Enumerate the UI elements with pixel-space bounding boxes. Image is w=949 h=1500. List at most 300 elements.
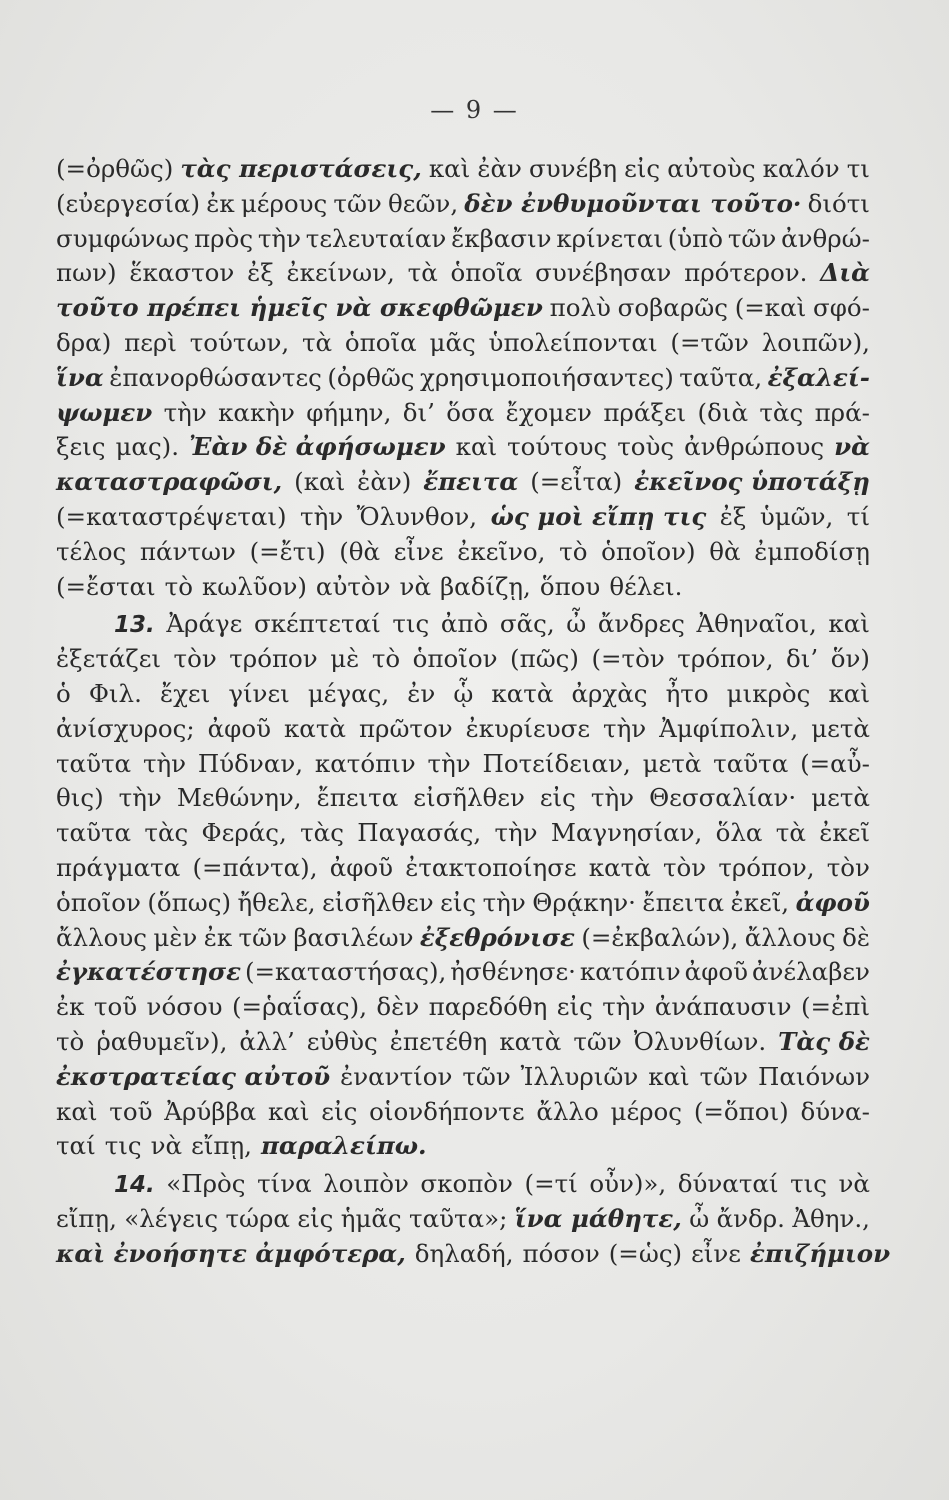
text-line	[56, 677, 870, 712]
word: τὰς	[759, 397, 804, 427]
word: ἄλλο	[536, 1096, 599, 1126]
word: τις	[104, 1131, 142, 1161]
word: τὰς	[300, 818, 344, 848]
text-line	[56, 747, 870, 782]
word: κακὴν	[218, 397, 295, 427]
word: τῶν	[573, 1026, 622, 1056]
word: τὴν	[590, 783, 635, 813]
word: μετὰ	[642, 748, 702, 778]
word: ἐξ	[247, 258, 274, 288]
word: ὦ	[689, 1203, 710, 1233]
word: εἰς	[539, 783, 576, 813]
word: τὴν	[482, 887, 526, 917]
word: ὅν)	[830, 644, 870, 674]
word: ταῦτα,	[679, 362, 763, 392]
word: ταῦτα»;	[409, 1203, 508, 1233]
word: συνέβησαν	[535, 258, 672, 288]
word: τὴν	[118, 783, 162, 813]
word: τρόπον,	[677, 644, 774, 674]
word: ἀρχὰς	[571, 678, 648, 708]
text-line	[56, 1129, 870, 1164]
word: (=ὅποι)	[693, 1096, 789, 1126]
word: ἔχει	[159, 678, 211, 708]
word: ἐξετάζει	[56, 644, 162, 674]
word: καὶ	[828, 678, 870, 708]
word: τὰ	[775, 818, 806, 848]
word: καὶ	[455, 432, 498, 462]
word: τὸ	[56, 1026, 85, 1056]
text-line	[56, 152, 870, 187]
word: δύναταί	[677, 1169, 779, 1199]
word: σοβαρῶς	[617, 293, 728, 323]
word: ἄλλους	[744, 922, 836, 952]
word: ἐπετέθη	[389, 1026, 488, 1056]
word: ὅπου	[539, 571, 601, 601]
word: μέγας,	[307, 678, 390, 708]
word: πρά-	[814, 397, 870, 427]
word: (ὅπως)	[147, 887, 231, 917]
word: πρὸς	[194, 223, 254, 253]
word: ἤθελε,	[237, 887, 316, 917]
text-line	[56, 570, 870, 605]
emphasized-text: παραλείπω.	[260, 1131, 427, 1161]
word: οἱονδήποντε	[369, 1096, 525, 1126]
word: σκοπὸν	[420, 1169, 513, 1199]
word: Ἀρύββα	[164, 1096, 257, 1126]
word: κατὰ	[588, 852, 651, 882]
word: τούτων,	[189, 327, 290, 357]
word: τὰ	[407, 258, 438, 288]
word: εἴπῃ,	[56, 1203, 117, 1233]
word: τις	[790, 1169, 827, 1199]
word: Ἀμφίπολιν,	[659, 713, 799, 743]
emphasized-text: Διὰ	[820, 258, 870, 288]
word: Ἀθην.,	[792, 1203, 870, 1233]
word: Θρᾴκην·	[532, 887, 636, 917]
word: ἐκυρίευσε	[465, 713, 591, 743]
word: τὴν	[142, 748, 187, 778]
word: (=καὶ	[734, 293, 807, 323]
word: παρεδόθη	[428, 992, 548, 1022]
word: (ὀρθῶς	[327, 362, 415, 392]
word: Παγασάς,	[357, 818, 482, 848]
word: καὶ	[648, 1061, 690, 1091]
word: ᾧ	[453, 678, 474, 708]
word: τοῦ	[93, 992, 138, 1022]
word: τὸ	[164, 571, 193, 601]
word: ἐν	[407, 678, 436, 708]
emphasized-text: καταστραφῶσι,	[56, 467, 283, 497]
word: ταῦτα	[56, 818, 132, 848]
word: ταί	[56, 1131, 96, 1161]
text-line	[56, 1060, 870, 1095]
word: Ποτείδειαν,	[482, 748, 631, 778]
word: ἐμποδίσῃ	[754, 536, 870, 566]
word: θις)	[56, 783, 104, 813]
word: πάντων	[139, 536, 236, 566]
word: τῶν	[333, 188, 382, 218]
word: μὲ	[330, 644, 360, 674]
word: πρῶτον	[358, 713, 453, 743]
word: χρησιμοποιήσαντες)	[420, 362, 674, 392]
word: τὸ	[371, 644, 401, 674]
word: εἰς	[321, 1096, 358, 1126]
emphasized-text: ἐξαλεί-	[767, 362, 870, 392]
word: τὴν	[603, 713, 647, 743]
text-line	[56, 1237, 891, 1272]
text-line	[56, 465, 870, 500]
word: νόσου	[146, 992, 223, 1022]
word: λοιπὸν	[323, 1169, 409, 1199]
word: τῶν	[238, 922, 287, 952]
text-line	[56, 816, 870, 851]
word: ἐκ	[56, 992, 85, 1022]
word: εἰσῆλθεν	[322, 887, 434, 917]
word: ταῦτα	[713, 748, 789, 778]
word: ὑπολείπονται	[488, 327, 658, 357]
text-line	[56, 535, 870, 570]
word: τὴν	[257, 223, 301, 253]
word: πολὺ	[549, 293, 611, 323]
word: ἐκεῖνο,	[457, 536, 546, 566]
word: μετὰ	[811, 713, 870, 743]
word: καὶ	[56, 1096, 98, 1126]
word: ὁποῖα	[344, 327, 417, 357]
word: ἔκβασιν	[451, 223, 552, 253]
word: (=ὀρθῶς)	[56, 154, 174, 183]
word: (=ἔτι)	[249, 536, 326, 566]
word: πράξει	[603, 397, 687, 427]
word: (=ἐπὶ	[801, 992, 870, 1022]
word: ἀφοῦ	[329, 852, 394, 882]
emphasized-text: ἵνα	[56, 362, 104, 392]
word: (διὰ	[697, 397, 748, 427]
emphasized-text: ἐγκατέστησε	[56, 957, 241, 987]
word: ὁποῖα	[450, 258, 523, 288]
word: Ἀράγε	[166, 609, 243, 639]
word: ἐτακτοποίησε	[405, 852, 577, 882]
word: (=αὖ-	[800, 748, 870, 778]
word: Μαγνησίαν,	[550, 818, 703, 848]
word: ταῦτα	[56, 748, 132, 778]
word: μᾶς	[429, 327, 476, 357]
emphasized-text: ἔπειτα	[423, 467, 519, 497]
word: (καὶ	[294, 467, 346, 497]
word: ὁποῖον)	[601, 536, 696, 566]
emphasized-text: ὡς μοὶ εἴπῃ τις	[490, 501, 707, 531]
word: τῶν	[699, 1061, 749, 1091]
word: νὰ	[399, 571, 431, 601]
word: κατὰ	[283, 713, 346, 743]
word: ῥαθυμεῖν),	[96, 1026, 228, 1056]
emphasized-text: ἐκστρατείας αὐτοῦ	[56, 1061, 331, 1091]
word: τέλος	[56, 536, 127, 566]
word: θεῶν,	[388, 188, 459, 218]
emphasized-text: τοῦτο πρέπει ἡμεῖς νὰ σκεφθῶμεν	[56, 293, 543, 323]
word: τοὺς	[617, 432, 675, 462]
word: μέρος	[610, 1096, 683, 1126]
word: ἀνθρώπους	[684, 432, 825, 462]
word: τὸν	[826, 852, 870, 882]
word: λοιπῶν),	[761, 327, 870, 357]
word: (=ἐκβαλών),	[581, 922, 739, 952]
word: εἶνε	[393, 536, 444, 566]
emphasized-text: νὰ	[834, 432, 870, 462]
word: κατόπιν	[579, 957, 681, 987]
word: «λέγεις	[124, 1203, 219, 1233]
word: ἀπὸ	[440, 609, 489, 639]
text-line	[56, 222, 870, 257]
text-line	[56, 396, 870, 431]
word: (=ῥαΐσας),	[232, 992, 367, 1022]
word: εἰς	[556, 992, 593, 1022]
word: τι	[846, 154, 870, 183]
word: ἀφοῦ	[684, 957, 748, 987]
emphasized-text: ψωμεν	[56, 397, 153, 427]
word: τὸ	[559, 536, 588, 566]
word: δι’	[402, 397, 435, 427]
word: αὐτοὺς	[667, 154, 756, 183]
word: καὶ	[828, 609, 870, 639]
emphasized-text: ἐκεῖνος ὑποτάξῃ	[634, 467, 870, 497]
word: ἐκεῖ,	[730, 887, 790, 917]
word: τοῦ	[109, 1096, 153, 1126]
word: δηλαδή,	[414, 1238, 514, 1268]
word: (=καταστρέψεται)	[56, 501, 287, 531]
word: συμφώνως	[56, 223, 190, 253]
word: ἐκεῖ	[819, 818, 870, 848]
word: Παιόνων	[757, 1061, 870, 1091]
word: σφό-	[813, 293, 870, 323]
text-line	[56, 1167, 870, 1202]
text-line	[56, 712, 870, 747]
word: ἀνθρώ-	[781, 223, 870, 253]
word: Φιλ.	[88, 678, 142, 708]
emphasized-text: ἵνα μάθητε,	[514, 1203, 682, 1233]
word: τῶν	[727, 223, 777, 253]
word: τὸν	[173, 644, 217, 674]
word: ὁποῖον	[412, 644, 498, 674]
word: κατὰ	[499, 1026, 562, 1056]
word: (=τί	[524, 1169, 578, 1199]
word: Ὀλυνθίων.	[633, 1026, 767, 1056]
word: ἐξ	[719, 501, 747, 531]
word: ὁ	[56, 678, 71, 708]
word: τὴν	[300, 501, 344, 531]
word: καὶ	[428, 154, 471, 183]
word: θὰ	[709, 536, 741, 566]
word: ἄλλους	[56, 922, 147, 952]
word: κατὰ	[491, 678, 554, 708]
word: τῶν	[462, 1061, 511, 1091]
word: τί	[846, 501, 870, 531]
word: νὰ	[838, 1169, 870, 1199]
emphasized-text: τὰς περιστάσεις,	[180, 154, 422, 183]
word: περὶ	[124, 327, 177, 357]
word: συνέβη	[529, 154, 618, 183]
word: τὴν	[163, 397, 207, 427]
emphasized-text: δὲν ἐνθυμοῦνται τοῦτο·	[464, 188, 802, 218]
word: εὐθὺς	[306, 1026, 378, 1056]
section-number: 13.	[114, 612, 155, 639]
word: δὲ	[842, 922, 870, 952]
word: θέλει.	[609, 571, 683, 601]
word: σκέπτεταί	[253, 609, 381, 639]
word: αὐτὸν	[315, 571, 391, 601]
text-line	[56, 500, 870, 535]
word: εἰσῆλθεν	[413, 783, 525, 813]
word: ὁποῖον	[56, 887, 141, 917]
word: εἰς	[297, 1203, 334, 1233]
word: ἐὰν)	[357, 467, 412, 497]
word: τὰς	[144, 818, 189, 848]
word: μικρὸς	[726, 678, 811, 708]
word: τούτους	[507, 432, 608, 462]
word: βασιλέων	[293, 922, 414, 952]
emphasized-text: ἐπιζήμιον	[750, 1238, 891, 1268]
text-line	[56, 851, 870, 886]
word: Ἰλλυριῶν	[520, 1061, 639, 1091]
section-number: 14.	[114, 1172, 155, 1199]
emphasized-text: καὶ ἐνοήσητε ἀμφότερα,	[56, 1238, 406, 1268]
word: (=τῶν	[670, 327, 749, 357]
word: πράγματα	[56, 852, 181, 882]
word: ἔπειτα	[642, 887, 725, 917]
word: τρόπον	[229, 644, 318, 674]
word: ἐκείνων,	[286, 258, 395, 288]
word: ἐκ	[206, 188, 235, 218]
word: νὰ	[150, 1131, 183, 1161]
word: ἐναντίον	[340, 1061, 453, 1091]
word: (=ὡς)	[608, 1238, 683, 1268]
word: τώρα	[225, 1203, 290, 1233]
text-line	[56, 291, 870, 326]
word: δὲν	[376, 992, 420, 1022]
word: κρίνεται	[556, 223, 663, 253]
page-number: — 9 —	[430, 96, 519, 124]
word: ἠσθένησε·	[450, 957, 576, 987]
text-line	[56, 955, 870, 990]
word: εἰς	[624, 154, 661, 183]
word: Φεράς,	[201, 818, 287, 848]
word: ἄνδρες	[597, 609, 685, 639]
word: (εὐεργεσία)	[56, 188, 201, 218]
word: εἶνε	[691, 1238, 741, 1268]
word: δι’	[786, 644, 819, 674]
word: κωλῦον)	[201, 571, 307, 601]
word: «Πρὸς	[166, 1169, 246, 1199]
word: Μεθώνην,	[176, 783, 302, 813]
text-line	[56, 361, 870, 396]
word: τὴν	[602, 992, 646, 1022]
word: Θεσσαλίαν·	[649, 783, 797, 813]
word: τὴν	[494, 818, 538, 848]
word: φήμην,	[306, 397, 392, 427]
word: ἕκαστον	[129, 258, 235, 288]
word: ὅσα	[446, 397, 495, 427]
word: Ἀθηναῖοι,	[696, 609, 817, 639]
word: εἴπῃ,	[191, 1131, 252, 1161]
text-line	[56, 1095, 870, 1130]
word: ἀνέλαβεν	[751, 957, 870, 987]
word: τρόπον,	[718, 852, 815, 882]
word: ἀνάπαυσιν	[654, 992, 792, 1022]
body-text	[56, 152, 891, 1272]
word: (=καταστήσας),	[244, 957, 447, 987]
word: εἰς	[440, 887, 477, 917]
word: (θὰ	[339, 536, 381, 566]
word: ἡμᾶς	[340, 1203, 402, 1233]
text-line	[56, 326, 870, 361]
text-line	[56, 607, 870, 642]
text-line	[56, 187, 870, 222]
word: ἔχομεν	[505, 397, 592, 427]
emphasized-text: Ἐὰν δὲ ἀφήσωμεν	[189, 432, 446, 462]
word: (=εἶτα)	[530, 467, 623, 497]
word: καὶ	[267, 1096, 310, 1126]
text-line	[56, 886, 870, 921]
text-line	[56, 921, 870, 956]
word: ἀλλ’	[239, 1026, 295, 1056]
word: οὖν)»,	[589, 1169, 667, 1199]
word: ὅλα	[715, 818, 763, 848]
word: (=τὸν	[591, 644, 665, 674]
emphasized-text: Τὰς δὲ	[778, 1026, 870, 1056]
word: τις	[392, 609, 430, 639]
word: (ὑπὸ	[667, 223, 724, 253]
word: σᾶς,	[499, 609, 555, 639]
word: πων)	[56, 258, 117, 288]
word: τὸν	[662, 852, 707, 882]
word: ξεις	[56, 432, 106, 462]
word: Ὄλυνθον,	[356, 501, 478, 531]
word: ἦτο	[665, 678, 709, 708]
word: ἄνδρ.	[716, 1203, 785, 1233]
text-line	[56, 781, 870, 816]
word: δρα)	[56, 327, 112, 357]
word: (=πάντα),	[192, 852, 318, 882]
word: βαδίζῃ,	[440, 571, 531, 601]
word: καλόν	[762, 154, 840, 183]
word: τὰ	[301, 327, 333, 357]
word: ἀνίσχυρος;	[56, 713, 195, 743]
emphasized-text: ἀφοῦ	[795, 887, 870, 917]
word: διότι	[807, 188, 870, 218]
text-line	[56, 256, 870, 291]
word: τελευταίαν	[305, 223, 447, 253]
word: πρότερον.	[684, 258, 808, 288]
word: μέρους	[240, 188, 328, 218]
word: Πύδναν,	[197, 748, 304, 778]
text-line	[56, 642, 870, 677]
word: ἀφοῦ	[207, 713, 271, 743]
word: γίνει	[228, 678, 290, 708]
word: μὲν	[153, 922, 198, 952]
word: ἔπειτα	[316, 783, 399, 813]
text-line	[56, 1025, 870, 1060]
word: δύνα-	[800, 1096, 870, 1126]
emphasized-text: ἐξεθρόνισε	[419, 922, 575, 952]
word: κατόπιν	[314, 748, 416, 778]
word: τὴν	[427, 748, 471, 778]
word: ὦ	[566, 609, 587, 639]
word: μετὰ	[811, 783, 870, 813]
word: (=ἔσται	[56, 571, 156, 601]
text-line	[56, 990, 870, 1025]
word: ἐπανορθώσαντες	[109, 362, 322, 392]
word: τίνα	[257, 1169, 312, 1199]
word: μας).	[115, 432, 180, 462]
